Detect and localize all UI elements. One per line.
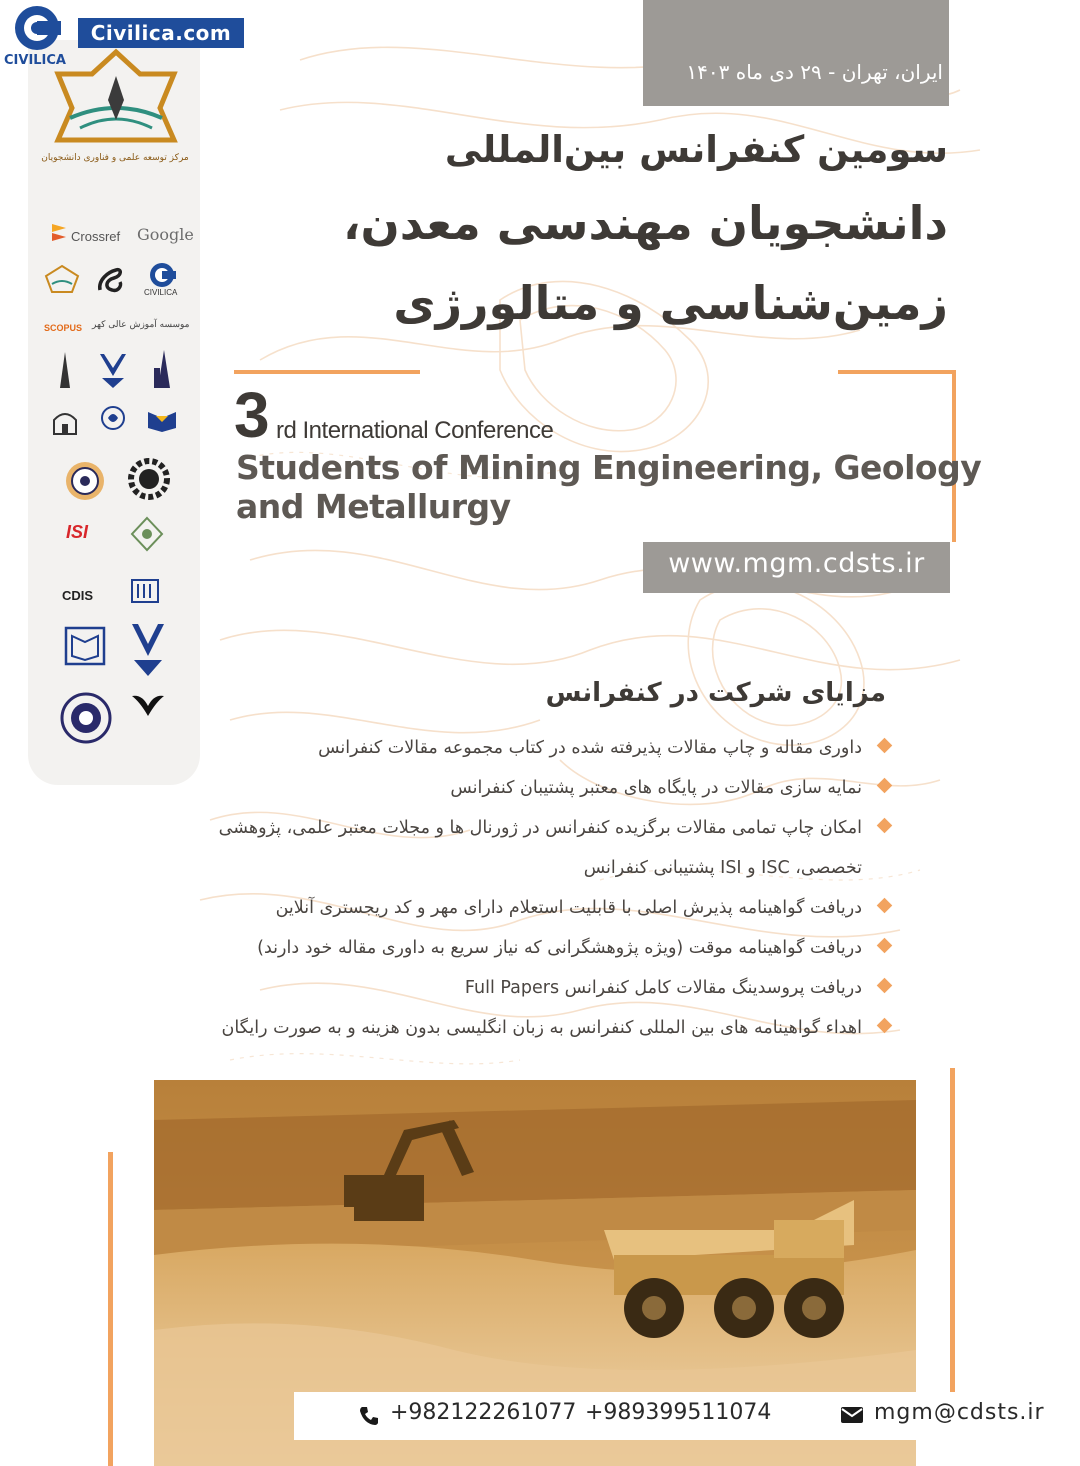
student-center-caption: مرکز توسعه علمی و فناوری دانشجویان <box>41 153 189 163</box>
benefits-title: مزایای شرکت در کنفرانس <box>545 678 886 708</box>
scopus-logo: SCOPUS <box>44 323 83 333</box>
benefit-item: نمایه سازی مقالات در پایگاه های معتبر پشتیبان کنفرانس <box>194 768 894 808</box>
azad-university-icon <box>96 350 130 390</box>
crossref-icon <box>50 222 68 244</box>
google-logo: Google <box>137 225 194 244</box>
round-emblem-icon <box>60 692 112 744</box>
diamond-bullet-icon <box>877 898 893 914</box>
book-logo-icon <box>146 408 178 432</box>
civilica-logo-icon[interactable] <box>4 4 70 52</box>
mosque-logo-icon <box>50 406 80 436</box>
open-book-logo-icon <box>64 626 106 666</box>
calligraphy-logo-icon <box>94 264 126 296</box>
gear-logo-icon <box>126 456 172 502</box>
phone-icon <box>358 1405 380 1427</box>
date-location: ایران، تهران - ۲۹ دی ماه ۱۴۰۳ <box>686 60 943 84</box>
date-location-box <box>643 0 949 106</box>
azad-university-large-icon <box>128 620 168 678</box>
title-line-2: دانشجویان مهندسی معدن، <box>342 196 948 250</box>
frame-line-top-right <box>838 370 956 374</box>
benefit-item: دریافت گواهینامه پذیرش اصلی با قابلیت استعلام دارای مهر و کد ریجستری آنلاین <box>194 888 894 928</box>
diamond-bullet-icon <box>877 738 893 754</box>
hand-logo-icon <box>100 404 126 434</box>
benefit-item: اهداء گواهینامه های بین المللی کنفرانس به زبان انگلیسی بدون هزینه و به صورت رایگان <box>194 1008 894 1048</box>
civilica-badge[interactable]: Civilica.com <box>78 18 244 48</box>
phone-number-1[interactable]: +982122261077 <box>390 1400 577 1425</box>
benefits-list <box>194 728 894 1048</box>
english-title-line-1: Students of Mining Engineering, Geology <box>236 448 982 487</box>
institute-logo-icon <box>44 264 80 294</box>
title-line-1: سومین کنفرانس بین‌المللی <box>444 128 948 171</box>
benefit-item: داوری مقاله و چاپ مقالات پذیرفته شده در کتاب مجموعه مقالات کنفرانس <box>194 728 894 768</box>
civilica-small-logo: CIVILICA <box>144 288 178 297</box>
conference-ordinal-line: rd International Conference <box>276 417 554 444</box>
civilica-name: CIVILICA <box>4 53 66 68</box>
isi-logo: ISI <box>66 522 89 542</box>
book-stack-logo-icon <box>128 514 166 554</box>
library-logo-icon <box>130 576 160 608</box>
cdis-logo: CDIS <box>62 588 94 603</box>
crossref-logo: Crossref <box>71 229 121 244</box>
website-link[interactable]: www.mgm.cdsts.ir <box>668 548 925 579</box>
phone-number-2[interactable]: +989399511074 <box>585 1400 772 1425</box>
university-tower-icon <box>150 348 178 392</box>
civilica-small-icon <box>146 262 178 288</box>
diamond-bullet-icon <box>877 938 893 954</box>
diamond-bullet-icon <box>877 1018 893 1034</box>
email-address[interactable]: mgm@cdsts.ir <box>874 1400 1045 1425</box>
english-title-line-2: and Metallurgy <box>236 487 511 526</box>
conference-ordinal-number: 3 <box>234 379 270 451</box>
title-line-3: زمین‌شناسی و متالورژی <box>393 276 948 330</box>
benefit-item: امکان چاپ تمامی مقالات برگزیده کنفرانس در ژورنال ها و مجلات معتبر علمی، پژوهشی تخصصی، ISC و ISI پشتیبانی کنفرانس <box>202 808 894 888</box>
tower-logo-icon <box>56 350 74 390</box>
diamond-bullet-icon <box>877 978 893 994</box>
benefit-item: دریافت گواهینامه موقت (ویژه پژوهشگرانی که نیاز سریع به داوری مقاله خود دارند) <box>194 928 894 968</box>
benefit-item: دریافت پروسدینگ مقالات کامل کنفرانس Full Papers <box>194 968 894 1008</box>
bird-logo-icon <box>130 690 166 720</box>
diamond-bullet-icon <box>877 818 893 834</box>
round-seal-icon <box>64 460 106 502</box>
email-icon <box>840 1406 864 1424</box>
student-center-emblem-icon <box>50 48 182 148</box>
photo-accent-left <box>108 1152 113 1466</box>
frame-line-top-left <box>234 370 420 374</box>
diamond-bullet-icon <box>877 778 893 794</box>
institute-text-logo: موسسه آموزش عالی کهر <box>92 320 190 330</box>
photo-accent-right <box>950 1068 955 1394</box>
